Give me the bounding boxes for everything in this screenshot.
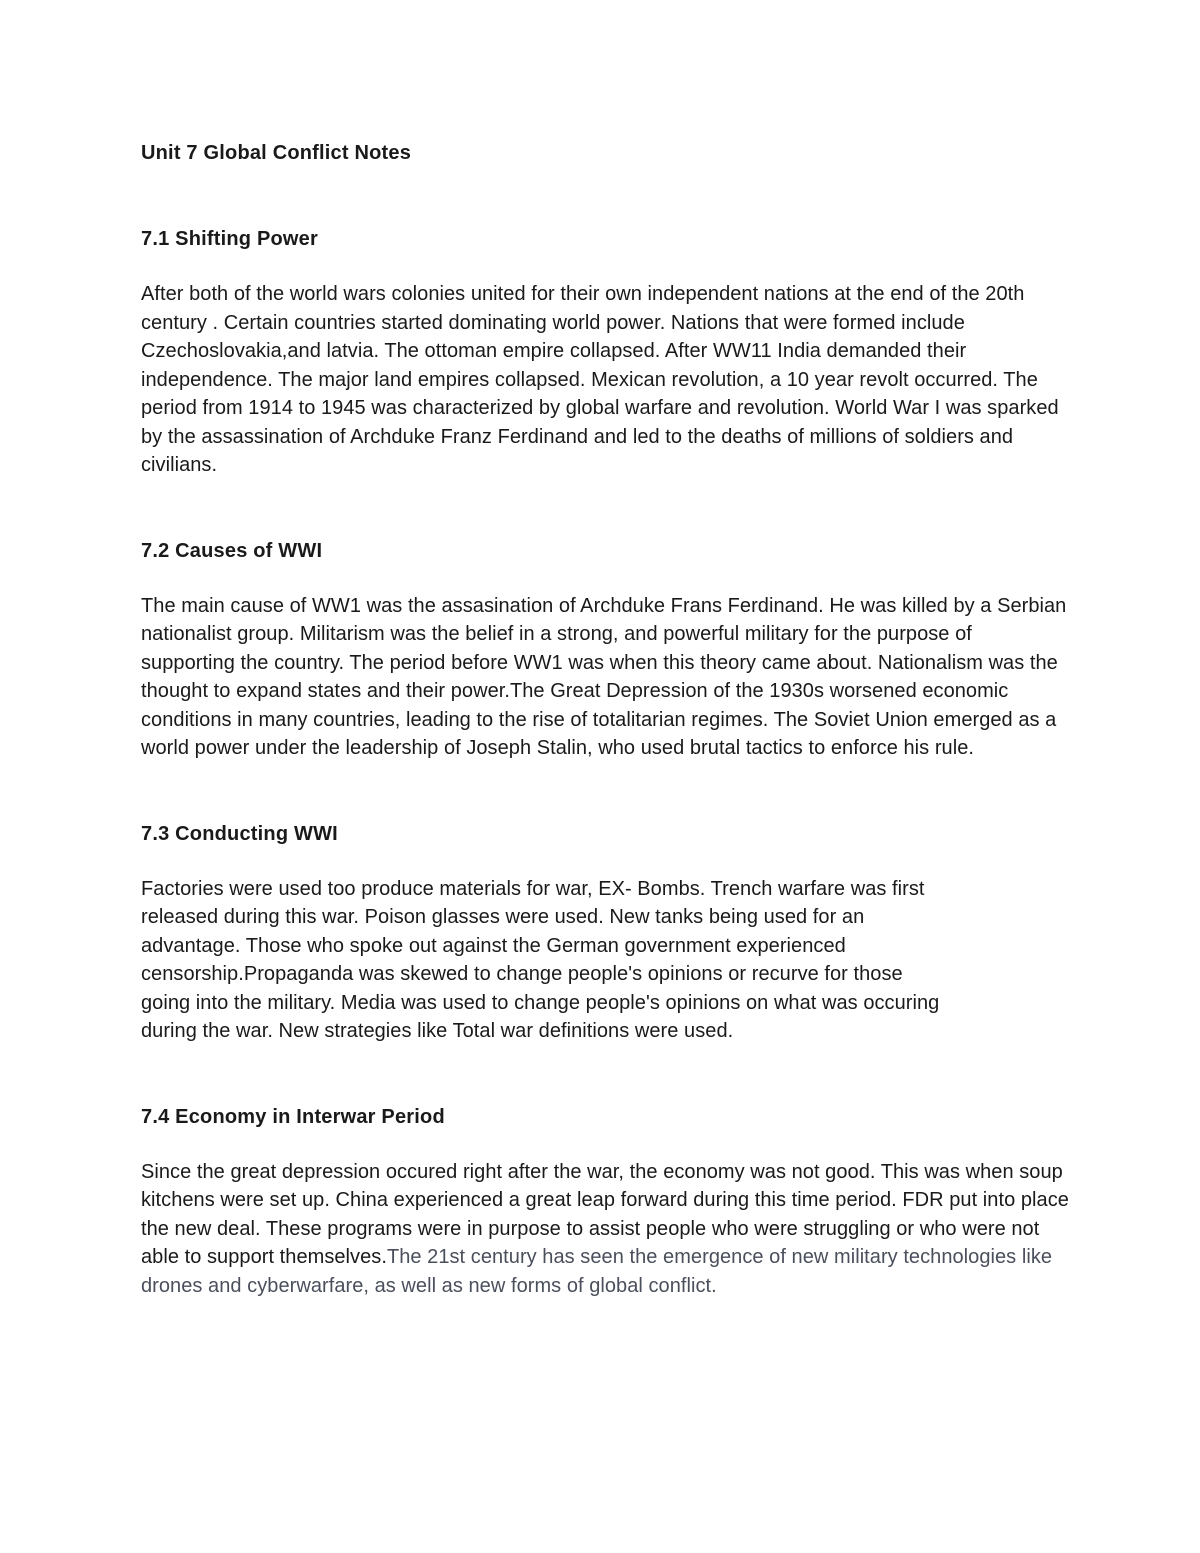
section-heading: 7.2 Causes of WWI [141, 539, 323, 562]
section-body: After both of the world wars colonies united for their own independent nations at the end of the 20th century . Certain countries started dominating world power. Nations that were formed include Czechoslovakia,and latvia. The ottoman empire collapsed. After WW11 India demanded their independence. The major land empires collapsed. Mexican revolution, a 10 year revolt occurred. The period from 1914 to 1945 was characterized by global warfare and revolution. World War I was sparked by the assassination of Archduke Franz Ferdinand and led to the deaths of millions of soldiers and civilians. [141, 283, 1059, 476]
section-economy-interwar [141, 1102, 1071, 1301]
section-heading: 7.1 Shifting Power [141, 228, 318, 250]
document-page [141, 138, 1071, 1356]
document-title: Unit 7 Global Conflict Notes [141, 142, 412, 164]
section-shifting-power [141, 224, 1071, 480]
section-body-highlight: The 21st century has seen the emergence of new military technologies like drones and cyberwarfare, as well as new forms of global conflict. [141, 1246, 1053, 1297]
section-body: The main cause of WW1 was the assasination of Archduke Frans Ferdinand. He was killed by a Serbian nationalist group. Militarism was the belief in a strong, and powerful military for the purpose of supporting the country. The period before WW1 was when this theory came about. Nationalism was the thought to expand states and their power.The Great Depression of the 1930s worsened economic conditions in many countries, leading to the rise of totalitarian regimes. The Soviet Union emerged as a world power under the leadership of Joseph Stalin, who used brutal tactics to enforce his rule. [141, 594, 1067, 759]
section-conducting-wwi [141, 819, 1071, 1046]
section-body [141, 1158, 1071, 1301]
section-heading: 7.4 Economy in Interwar Period [141, 1105, 445, 1128]
section-heading: 7.3 Conducting WWI [141, 822, 338, 845]
section-body-text: Since the great depression occured right after the war, the economy was not good. This was when soup kitchens were set up. China experienced a great leap forward during this time period. FDR put into place the new deal. These programs were in purpose to assist people who were struggling or who were not able to support themselves. [141, 1160, 1069, 1268]
section-causes-of-wwi [141, 536, 1071, 763]
section-body: Factories were used too produce materials for war, EX- Bombs. Trench warfare was first released during this war. Poison glasses were used. New tanks being used for an advantage. Those who spoke out against the German government experienced censorship.Propaganda was skewed to change people's opinions or recurve for those going into the military. Media was used to change people's opinions on what was occuring during the war. New strategies like Total war definitions were used. [141, 877, 940, 1042]
